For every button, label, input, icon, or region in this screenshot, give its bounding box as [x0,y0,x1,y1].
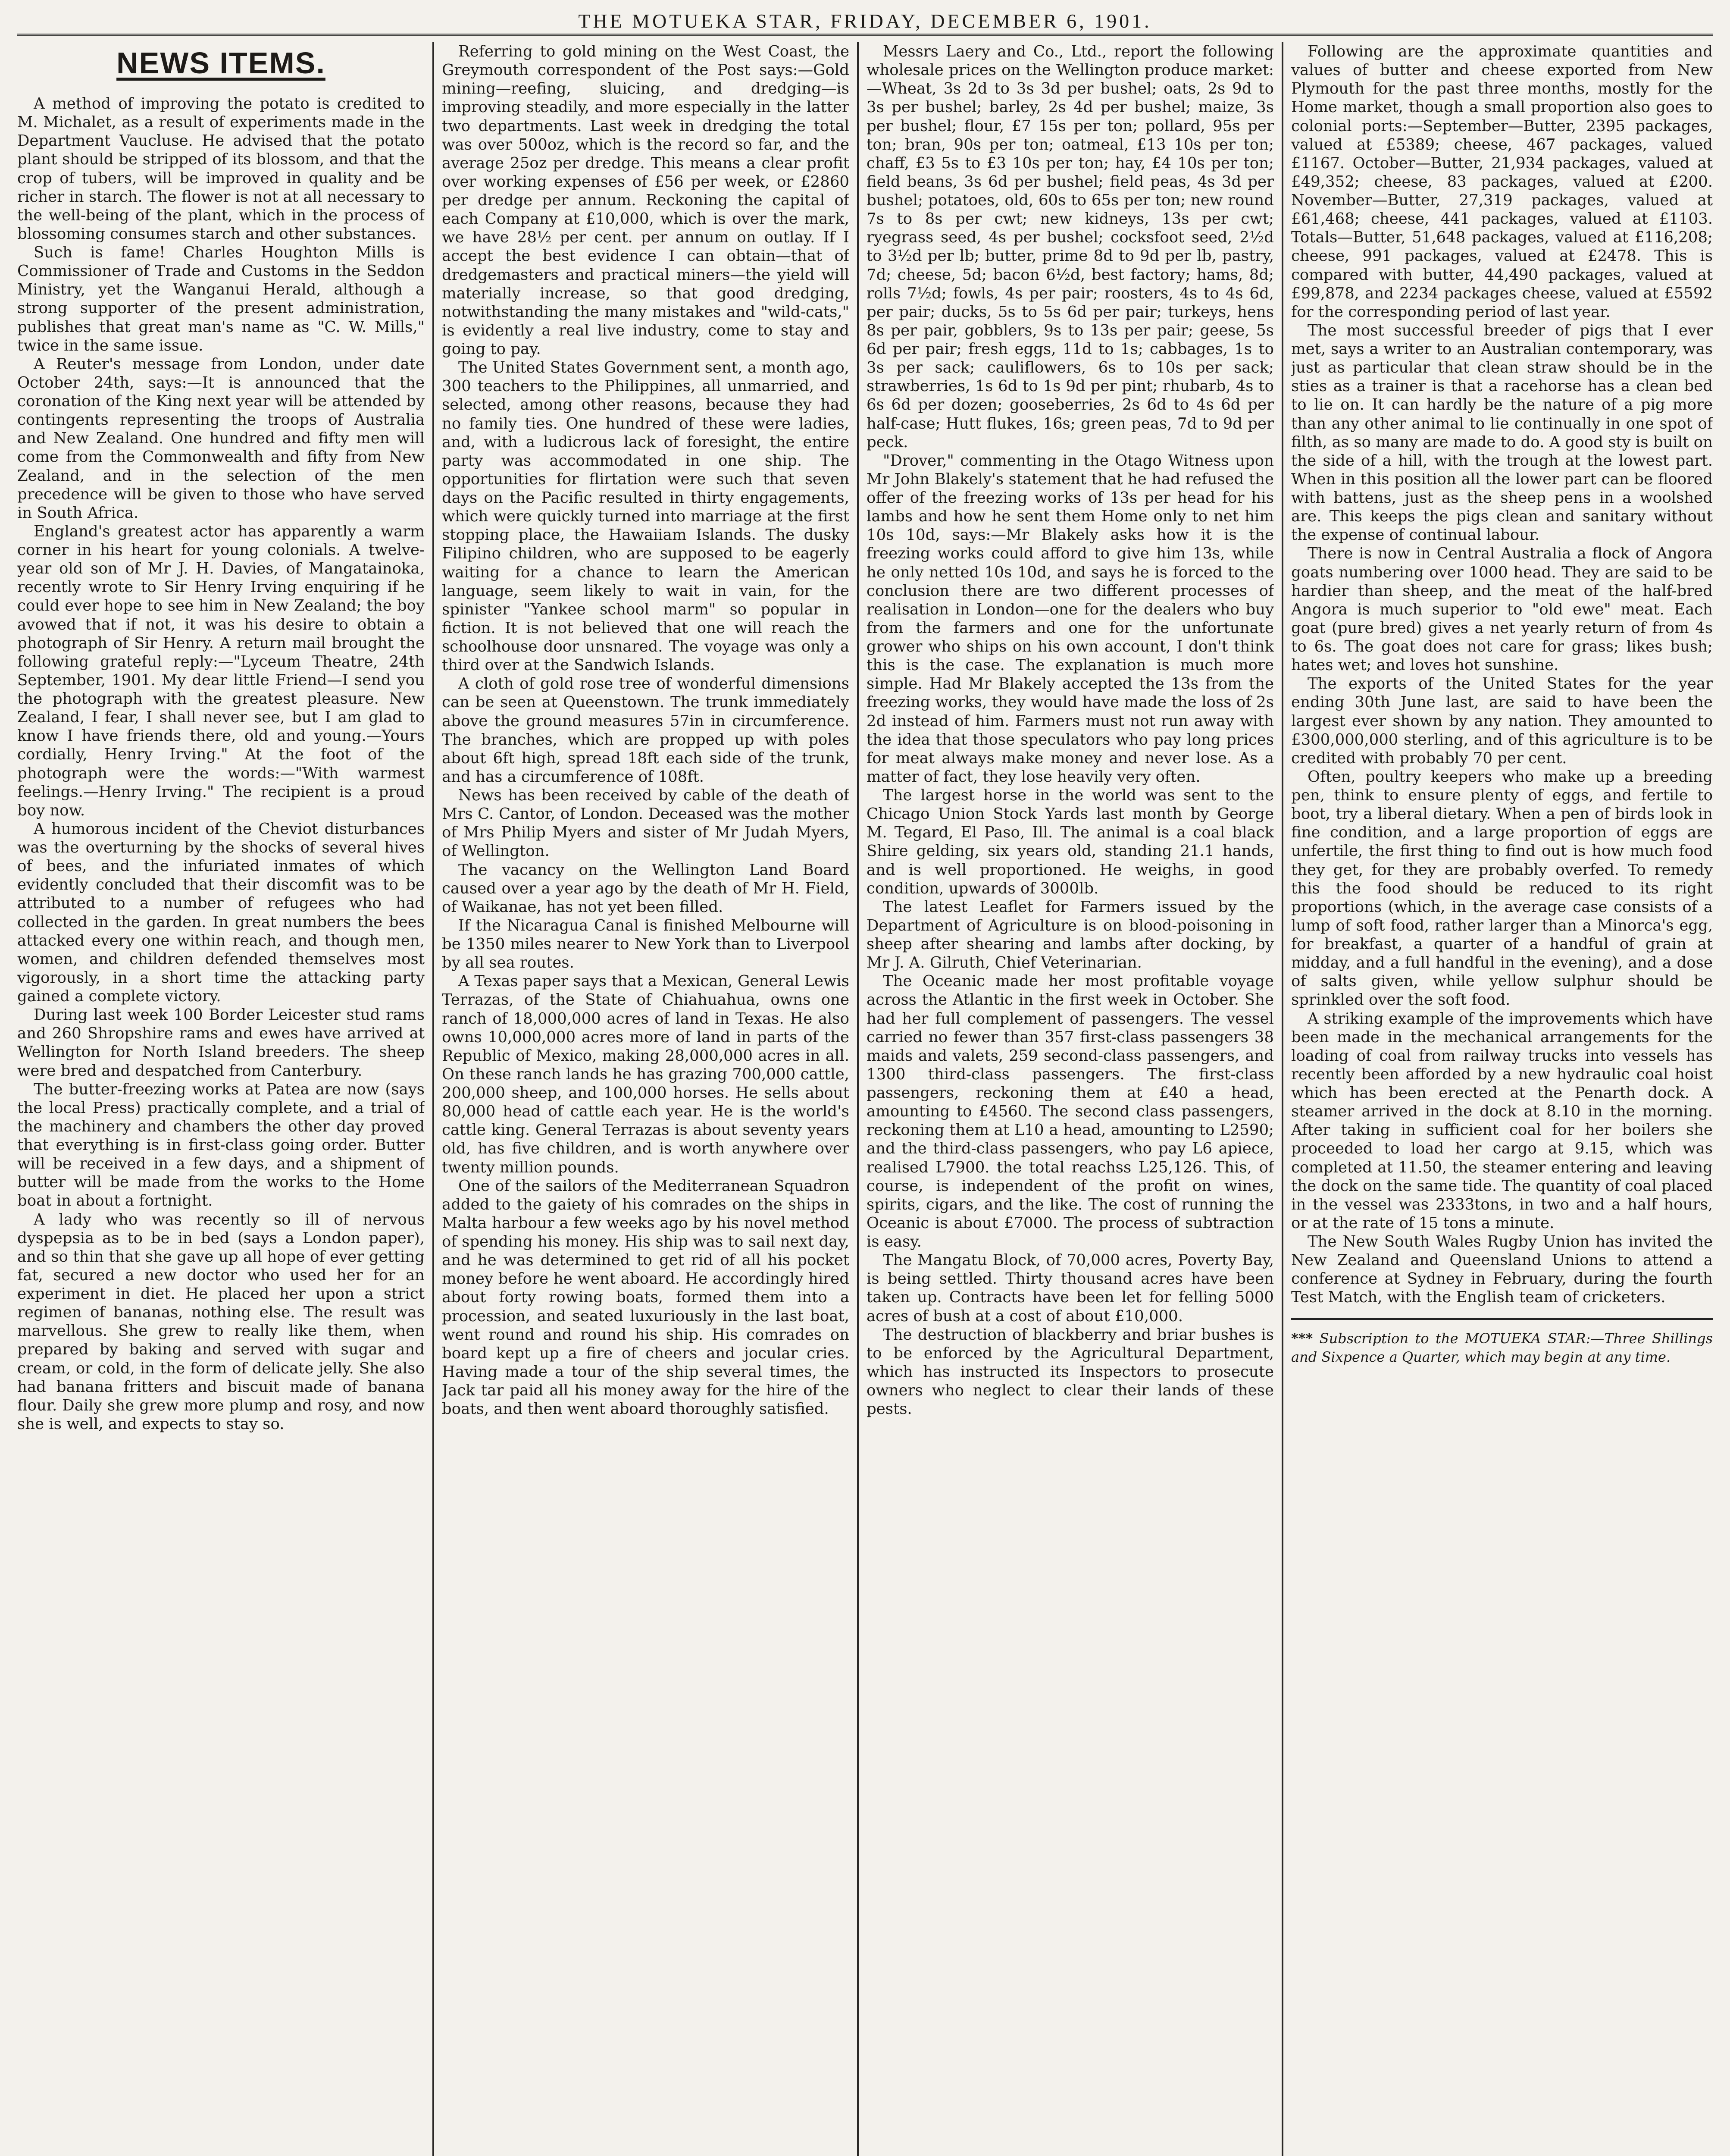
subscription-text: Subscription to the MOTUEKA STAR:—Three Shillings and Sixpence a Quarter, which may begin at any time. [1291,1330,1713,1365]
column-4 [1291,42,1713,2156]
column-rule [432,42,434,2156]
article-paragraph: The butter-freezing works at Patea are now (says the local Press) practically complete, and a trial of the machinery and chambers the other day proved that everything is in first-class going order. Butter will be received in a few days, and a shipment of butter will be made from the works to the Home boat in about a fortnight. [17,1080,425,1210]
article-paragraph: The vacancy on the Wellington Land Board caused over a year ago by the death of Mr H. Field, of Waikanae, has not yet been filled. [442,861,849,916]
article-paragraph: There is now in Central Australia a flock of Angora goats numbering over 1000 head. They are said to be hardier than sheep, and the meat of the half-bred Angora is much superior to "old ewe" meat. Each goat (pure bred) gives a net yearly return of from 4s to 6s. The goat does not care for grass; likes bush; hates wet; and loves hot sunshine. [1291,545,1713,674]
column-2 [442,42,849,2156]
article-paragraph: The United States Government sent, a month ago, 300 teachers to the Philippines, all unmarried, and selected, among other reasons, because they had no family ties. One hundred of these were ladies, and, with a ludicrous lack of foresight, the entire party was accommodated in one ship. The opportunities for flirtation were such that seven days on the Pacific resulted in thirty engagements, which were quickly turned into marriage at the first stopping place, the Hawaiiam Islands. The dusky Filipino children, who are supposed to be eagerly waiting for a chance to learn the American language, seem likely to wait in vain, for the spinister "Yankee school marm" so popular in fiction. It is not believed that one will reach the schoolhouse door unsnared. The voyage was only a third over at the Sandwich Islands. [442,359,849,674]
article-paragraph: England's greatest actor has apparently a warm corner in his heart for young colonials. A twelve-year old son of Mr J. H. Davies, of Mangatainoka, recently wrote to Sir Henry Irving enquiring if he could ever hope to see him in New Zealand; the boy avowed that if not, it was his desire to obtain a photograph of Sir Henry. A return mail brought the following grateful reply:—"Lyceum Theatre, 24th September, 1901. My dear little Friend—I send you the photograph with the greatest pleasure. New Zealand, I fear, I shall never see, but I am glad to know I have friends there, old and young.—Yours cordially, Henry Irving." At the foot of the photograph were the words:—"With warmest feelings.—Henry Irving." The recipient is a proud boy now. [17,522,425,819]
subscription-notice [1291,1318,1713,1366]
article-paragraph: The destruction of blackberry and briar bushes is to be enforced by the Agricultural Department, which has instructed its Inspectors to prosecute owners who neglect to clear their lands of these pests. [867,1326,1274,1418]
asterism-icon: *** [1291,1330,1313,1347]
article-paragraph: News has been received by cable of the death of Mrs C. Cantor, of London. Deceased was the mother of Mrs Philip Myers and sister of Mr Judah Myers, of Wellington. [442,787,849,860]
article-paragraph: Messrs Laery and Co., Ltd., report the following wholesale prices on the Wellington produce market:—Wheat, 3s 2d to 3s 3d per bushel; oats, 2s 9d to 3s per bushel; barley, 2s 4d per bushel; maize, 3s per bushel; flour, £7 15s per ton; pollard, 95s per ton; bran, 90s per ton; oatmeal, £13 10s per ton; chaff, £3 5s to £3 10s per ton; hay, £4 10s per ton; field beans, 3s 6d per bushel; field peas, 4s 3d per bushel; potatoes, old, 60s to 65s per ton; new round 7s to 8s per cwt; new kidneys, 13s per cwt; ryegrass seed, 4s per bushel; cocksfoot seed, 2½d to 3½d per lb; butter, prime 8d to 9d per lb, pastry, 7d; cheese, 5d; bacon 6½d, best factory; hams, 8d; rolls 7½d; fowls, 4s per pair; roosters, 4s to 4s 6d, per pair; ducks, 5s to 5s 6d per pair; turkeys, hens 8s per pair, gobblers, 9s to 13s per pair; geese, 5s 6d per pair; fresh eggs, 11d to 1s; cabbages, 1s to 3s per sack; cauliflowers, 6s to 10s per sack; strawberries, 1s 6d to 1s 9d per pint; rhubarb, 4s to 6s 6d per dozen; gooseberries, 2s 6d to 4s 6d per half-case; Hutt flukes, 16s; green peas, 7d to 9d per peck. [867,43,1274,451]
article-paragraph: The largest horse in the world was sent to the Chicago Union Stock Yards last month by George M. Tegard, El Paso, Ill. The animal is a coal black Shire gelding, six years old, standing 21.1 hands, and is well proportioned. He weighs, in good condition, upwards of 3000lb. [867,787,1274,897]
column-1 [17,42,425,2156]
article-paragraph: Following are the approximate quantities and values of butter and cheese exported from New Plymouth for the past three months, mostly for the Home market, though a small proportion also goes to colonial ports:—September—Butter, 2395 packages, valued at £5389; cheese, 467 packages, valued £1167. October—Butter, 21,934 packages, valued at £49,352; cheese, 83 packages, valued at £200. November—Butter, 27,319 packages, valued at £61,468; cheese, 441 packages, valued at £1103. Totals—Butter, 51,648 packages, valued at £116,208; cheese, 991 packages, valued at £2478. This is compared with butter, 44,490 packages, valued at £99,878, and 2234 packages cheese, valued at £5592 for the corresponding period of last year. [1291,43,1713,321]
article-paragraph: "Drover," commenting in the Otago Witness upon Mr John Blakely's statement that he had refused the offer of the freezing works of 13s per head for his lambs and how he sent them Home only to net him 10s 10d, says:—Mr Blakely asks how it is the freezing works could afford to give him 13s, while he only netted 10s 10d, and says he is forced to the conclusion there are two different processes of realisation in London—one for the dealers who buy from the farmers and one for the unfortunate grower who ships on his own account, I don't think this is the case. The explanation is much more simple. Had Mr Blakely accepted the 13s from the freezing works, they would have made the loss of 2s 2d instead of him. Farmers must not run away with the idea that those speculators who pay long prices for meat always make money and never lose. As a matter of fact, they lose heavily very often. [867,451,1274,786]
column-3 [867,42,1274,2156]
article-paragraph: A lady who was recently so ill of nervous dyspepsia as to be in bed (says a London paper), and so thin that she gave up all hope of ever getting fat, secured a new doctor who used her for an experiment in diet. He placed her upon a strict regimen of bananas, nothing else. The result was marvellous. She grew to really like them, when prepared by baking and served with sugar and cream, or cold, in the form of delicate jelly. She also had banana fritters and biscuit made of banana flour. Daily she grew more plump and rosy, and now she is well, and expects to stay so. [17,1210,425,1433]
column-rule [857,42,859,2156]
article-paragraph: The latest Leaflet for Farmers issued by the Department of Agriculture is on blood-poisoning in sheep after shearing and lambs after docking, by Mr J. A. Gilruth, Chief Veterinarian. [867,898,1274,972]
article-paragraph: Often, poultry keepers who make up a breeding pen, think to ensure plenty of eggs, and fertile to boot, try a liberal dietary. When a pen of birds look in fine condition, and a large proportion of eggs are unfertile, the first thing to find out is how much food they get, for they are probably overfed. To remedy this the food should be reduced to its right proportions (which, in the average case consists of a lump of soft food, rather larger than a Minorca's egg, for breakfast, a quarter of a handful of grain at midday, and a full handful in the evening), and a dose of salts given, while yellow sulphur should be sprinkled over the soft food. [1291,768,1713,1009]
article-paragraph: A cloth of gold rose tree of wonderful dimensions can be seen at Queenstown. The trunk immediately above the ground measures 57in in circumference. The branches, which are propped up with poles about 6ft high, spread 18ft each side of the trunk, and has a circumference of 108ft. [442,675,849,786]
article-paragraph: The exports of the United States for the year ending 30th June last, are said to have been the largest ever shown by any nation. They amounted to £300,000,000 sterling, and of this agriculture is to be credited with probably 70 per cent. [1291,675,1713,767]
article-paragraph: If the Nicaragua Canal is finished Melbourne will be 1350 miles nearer to New York than to Liverpool by all sea routes. [442,916,849,972]
article-paragraph: The New South Wales Rugby Union has invited the New Zealand and Queensland Unions to attend a conference at Sydney in February, during the fourth Test Match, with the English team of cricketers. [1291,1233,1713,1307]
article-paragraph: A Reuter's message from London, under date October 24th, says:—It is announced that the coronation of the King next year will be attended by contingents representing the troops of Australia and New Zealand. One hundred and fifty men will come from the Commonwealth and fifty from New Zealand, and in the selection of the men precedence will be given to those who have served in South Africa. [17,355,425,522]
masthead: THE MOTUEKA STAR, FRIDAY, DECEMBER 6, 1901. [17,9,1713,36]
section-title: NEWS ITEMS. [116,46,325,80]
newspaper-page [17,9,1713,2156]
article-paragraph: A method of improving the potato is credited to M. Michalet, as a result of experiments made in the Department Vaucluse. He advised that the potato plant should be stripped of its blossom, and that the crop of tubers, will be improved in quality and be richer in starch. The flower is not at all necessary to the well-being of the plant, which in the process of blossoming consumes starch and other substances. [17,95,425,243]
article-paragraph: Such is fame! Charles Houghton Mills is Commissioner of Trade and Customs in the Seddon Ministry, yet the Wanganui Herald, although a strong supporter of the present administration, publishes that great man's name as "C. W. Mills," twice in the same issue. [17,244,425,354]
article-paragraph: A humorous incident of the Cheviot disturbances was the overturning by the shocks of several hives of bees, and the infuriated inmates of which evidently concluded that their discomfit was to be attributed to a number of refugees who had collected in the garden. In great numbers the bees attacked every one within reach, and though men, women, and children defended themselves most vigorously, in a short time the attacking party gained a complete victory. [17,820,425,1006]
article-paragraph: During last week 100 Border Leicester stud rams and 260 Shropshire rams and ewes have arrived at Wellington for North Island breeders. The sheep were bred and despatched from Canterbury. [17,1006,425,1080]
article-paragraph: The Mangatu Block, of 70,000 acres, Poverty Bay, is being settled. Thirty thousand acres have been taken up. Contracts have been let for felling 5000 acres of bush at a cost of about £10,000. [867,1251,1274,1325]
columns-area [17,42,1713,2156]
article-paragraph: The Oceanic made her most profitable voyage across the Atlantic in the first week in October. She had her full complement of passengers. The vessel carried no fewer than 357 first-class passengers 38 maids and valets, 259 second-class passengers, and 1300 third-class passengers. The first-class passengers, reckoning them at £40 a head, amounting to £4560. The second class passengers, reckoning them at L10 a head, amounting to L2590; and the third-class passengers, who pay L6 apiece, realised L7900. the total reachss L25,126. This, of course, is independent of the profit on wines, spirits, cigars, and the like. The cost of running the Oceanic is about £7000. The process of subtraction is easy. [867,972,1274,1250]
column-rule [1282,42,1283,2156]
article-paragraph: A Texas paper says that a Mexican, General Lewis Terrazas, of the State of Chiahuahua, owns one ranch of 18,000,000 acres of land in Texas. He also owns 10,000,000 acres more of land in parts of the Republic of Mexico, making 28,000,000 acres in all. On these ranch lands he has grazing 700,000 cattle, 200,000 sheep, and 100,000 horses. He sells about 80,000 head of cattle each year. He is the world's cattle king. General Terrazas is about seventy years old, has five children, and is worth anywhere over twenty million pounds. [442,972,849,1176]
article-paragraph: A striking example of the improvements which have been made in the mechanical arrangements for the loading of coal from railway trucks into vessels has recently been afforded by a new hydraulic coal hoist which has been erected at the Penarth dock. A steamer arrived in the dock at 8.10 in the morning. After taking in sufficient coal for her boilers she proceeded to load her cargo at 9.15, which was completed at 11.50, the steamer entering and leaving the dock on the same tide. The quantity of coal placed in the vessel was 2333tons, in two and a half hours, or at the rate of 15 tons a minute. [1291,1009,1713,1232]
article-paragraph: Referring to gold mining on the West Coast, the Greymouth correspondent of the Post says:—Gold mining—reefing, sluicing, and dredging—is improving steadily, and more especially in the latter two departments. Last week in dredging the total was over 500oz, which is the record so far, and the average 25oz per dredge. This means a clear profit over working expenses of £56 per week, or £2860 per dredge per annum. Reckoning the capital of each Company at £10,000, which is over the mark, we have 28½ per cent. per annum on outlay. If I accept the best evidence I can obtain—that of dredgemasters and practical miners—the yield will materially increase, so that good dredging, notwithstanding the many mistakes and "wild-cats," is evidently a real live industry, come to stay and going to pay. [442,43,849,358]
article-paragraph: The most successful breeder of pigs that I ever met, says a writer to an Australian contemporary, was just as particular that clean straw should be in the sties as a trainer is that a racehorse has a clean bed to lie on. It can hardly be the nature of a pig more than any other animal to lie continually in one spot of filth, as so many are made to do. A good sty is built on the side of a hill, with the trough at the lowest part. When in this position all the lower part can be floored with battens, just as the sheep pens in a woolshed are. This keeps the pigs clean and sanitary without the expense of continual labour. [1291,321,1713,544]
article-paragraph: One of the sailors of the Mediterranean Squadron added to the gaiety of his comrades on the ships in Malta harbour a few weeks ago by his novel method of spending his money. His ship was to sail next day, and he was determined to get rid of all his pocket money before he went aboard. He accordingly hired about forty rowing boats, formed them into a procession, and seated luxuriously in the last boat, went round and round his ship. His comrades on board kept up a fire of cheers and jocular cries. Having made a tour of the ship several times, the Jack tar paid all his money away for the hire of the boats, and then went aboard thoroughly satisfied. [442,1177,849,1418]
